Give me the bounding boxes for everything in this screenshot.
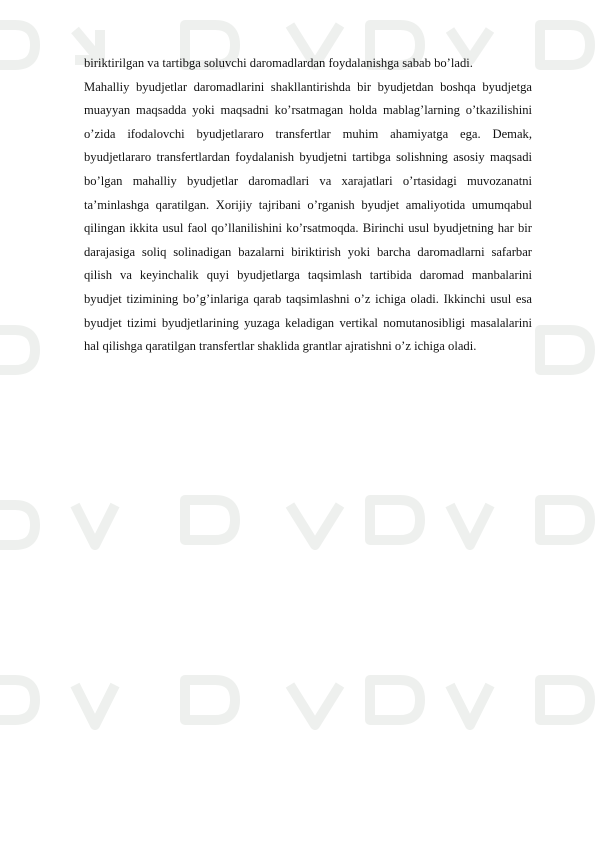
paragraph-body: Mahalliy byudjetlar daromadlarini shakllantirishda bir byudjetdan boshqa byudjetga muayyan maqsadda yoki maqsadni ko’rsatmagan holda mablag’larning o’tkazilishini o’zida ifodalovchi byudjetlararo transfertlar muhim ahamiyatga ega. Demak, byudjetlararo transfertlardan foydalanish byudjetni tartibga solishning asosiy maqsadi bo’lgan mahalliy byudjetlar daromadlari va xarajatlari o’rtasidagi muvozanatni ta’minlashga qaratilgan. Xorijiy tajribani o’rganish byudjet amaliyotida umumqabul qilingan ikkita usul faol qo’llanilishini ko’rsatmoqda. Birinchi usul byudjetning har bir darajasiga soliq solinadigan bazalarni biriktirish yoki barcha daromadlarni safarbar qilish va keyinchalik quyi byudjetlarga taqsimlash tartibida daromad manbalarini byudjet tizimining bo’g’inlariga qarab taqsimlashni o’z ichiga oladi. Ikkinchi usul esa byudjet tizimi byudjetlarining yuzaga keladigan vertikal nomutanosibligi masalalarini hal qilishga qaratilgan transfertlar shaklida grantlar ajratishni o’z ichiga oladi. [84, 79, 532, 354]
watermark-mark [185, 680, 235, 720]
watermark-mark [540, 25, 590, 65]
watermark-mark [370, 500, 420, 540]
watermark-mark [0, 505, 35, 545]
watermark-mark [370, 680, 420, 720]
document-page [84, 52, 532, 359]
watermark-mark [0, 680, 35, 720]
watermark-mark [450, 505, 490, 545]
watermark-mark [540, 500, 590, 540]
watermark-mark [540, 680, 590, 720]
watermark-mark [540, 330, 590, 370]
watermark-mark [75, 505, 115, 545]
watermark-mark [185, 500, 235, 540]
watermark-mark [290, 505, 340, 545]
watermark-mark [0, 330, 35, 370]
watermark-mark [450, 685, 490, 725]
paragraph-continuation: biriktirilgan va tartibga soluvchi daromadlardan foydalanishga sabab bo’ladi. [84, 56, 473, 70]
watermark-mark [75, 685, 115, 725]
watermark-mark [0, 25, 35, 65]
watermark-mark [290, 685, 340, 725]
